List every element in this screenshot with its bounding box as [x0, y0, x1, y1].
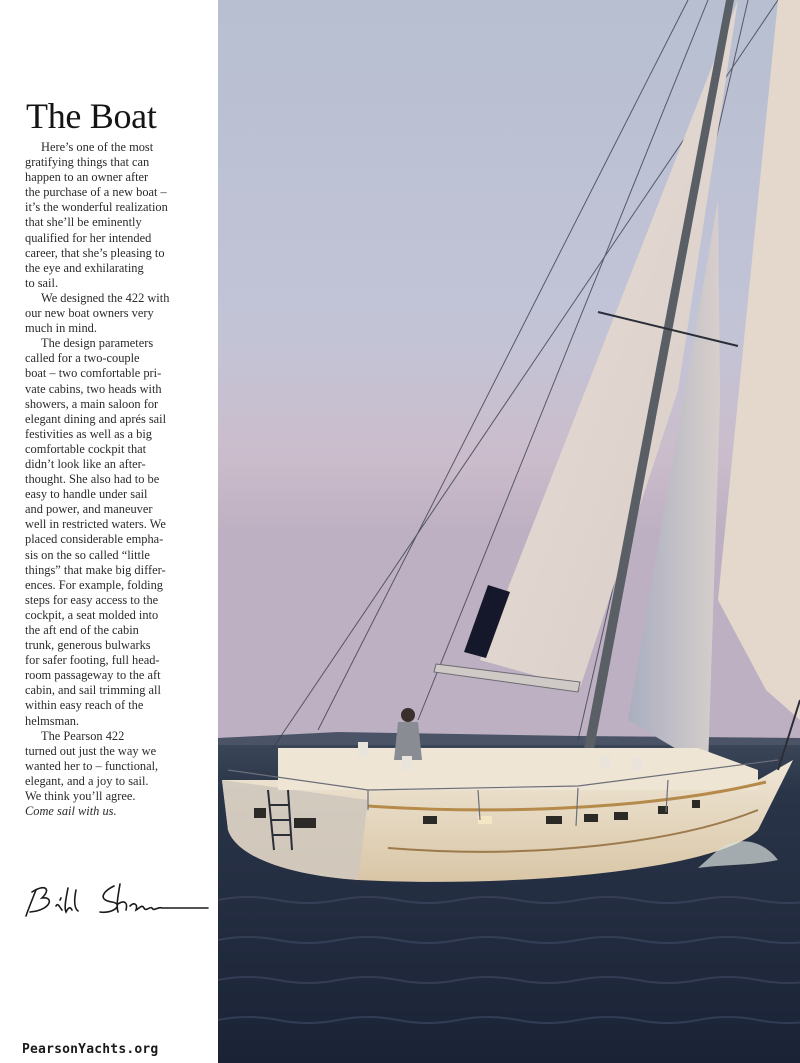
body-line: We designed the 422 with [41, 290, 170, 305]
body-line: boat – two comfortable pri- [25, 366, 162, 381]
body-line: cabin, and sail trimming all [25, 683, 161, 698]
body-line: sis on the so called “little [25, 547, 150, 562]
page-title: The Boat [26, 96, 157, 136]
body-line: cockpit, a seat molded into [25, 607, 159, 622]
body-line: comfortable cockpit that [25, 441, 147, 456]
body-line: wanted her to – functional, [25, 758, 159, 773]
body-line: Come sail with us. [25, 804, 117, 819]
sailboat-photo [218, 0, 800, 1063]
body-line: things” that make big differ- [25, 562, 166, 577]
body-line: The Pearson 422 [41, 728, 125, 743]
body-line: qualified for her intended [25, 230, 152, 245]
body-line: room passageway to the aft [25, 668, 161, 683]
body-line: the purchase of a new boat – [25, 185, 167, 200]
body-copy [25, 140, 203, 819]
cabin [278, 748, 758, 790]
body-line: steps for easy access to the [25, 592, 159, 607]
body-line: for safer footing, full head- [25, 653, 160, 668]
body-line: it’s the wonderful realization [25, 200, 168, 215]
body-line: helmsman. [25, 713, 80, 728]
body-line: thought. She also had to be [25, 472, 160, 487]
body-line: called for a two-couple [25, 351, 140, 366]
body-line: the aft end of the cabin [25, 623, 139, 637]
body-line: festivities as well as a big [25, 426, 152, 441]
body-line: vate cabins, two heads with [25, 381, 162, 396]
body-line: the eye and exhilarating [25, 260, 144, 275]
body-line: trunk, generous bulwarks [25, 638, 151, 653]
body-line: career, that she’s pleasing to [25, 245, 165, 260]
body-line: and power, and maneuver [25, 502, 153, 517]
body-line: easy to handle under sail [25, 487, 148, 502]
body-line: The design parameters [41, 336, 154, 351]
body-line: gratifying things that can [25, 155, 150, 170]
signature-image [22, 878, 212, 922]
body-line: within easy reach of the [25, 698, 144, 713]
body-line: didn’t look like an after- [25, 456, 146, 471]
body-line: elegant, and a joy to sail. [25, 773, 149, 788]
helmsman [401, 708, 415, 722]
body-line: ences. For example, folding [25, 577, 163, 592]
body-line: much in mind. [25, 321, 97, 336]
body-line: well in restricted waters. We [25, 517, 166, 532]
body-line: We think you’ll agree. [25, 789, 136, 804]
text-column [0, 0, 218, 1063]
body-line: happen to an owner after [25, 170, 149, 185]
body-line: that she’ll be eminently [25, 215, 142, 230]
footer-website: PearsonYachts.org [22, 1042, 159, 1057]
body-line: placed considerable empha- [25, 532, 164, 547]
body-line: Here’s one of the most [41, 140, 154, 154]
body-line: to sail. [25, 275, 59, 290]
body-line: turned out just the way we [25, 743, 157, 758]
body-line: showers, a main saloon for [25, 396, 159, 411]
body-line: elegant dining and aprés sail [25, 411, 167, 426]
body-line: our new boat owners very [25, 306, 154, 321]
